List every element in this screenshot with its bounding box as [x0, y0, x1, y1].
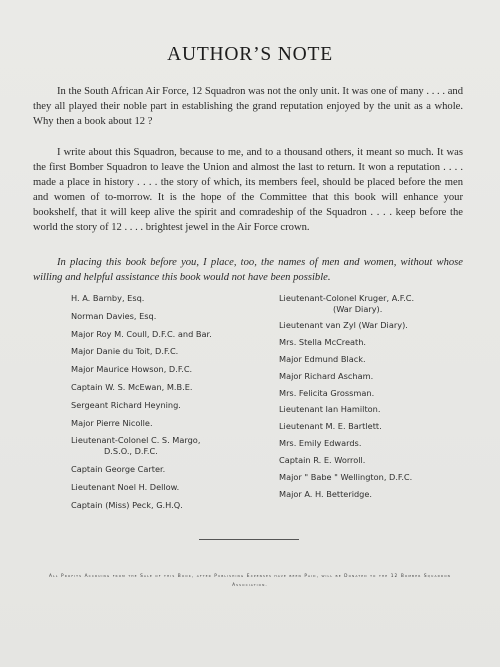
name-line-continued: (War Diary).: [333, 304, 383, 314]
name-line: Major " Babe " Wellington, D.F.C.: [279, 472, 413, 483]
acknowledged-name: [279, 388, 479, 405]
name-line: Major Pierre Nicolle.: [71, 417, 153, 428]
acknowledged-name: [279, 371, 479, 388]
name-line: Major Richard Ascham.: [279, 370, 374, 381]
name-line-continued: D.S.O., D.F.C.: [104, 446, 158, 457]
acknowledged-name: [71, 364, 261, 382]
name-line: Lieutenant-Colonel Kruger, A.F.C.: [279, 293, 415, 303]
name-line: Mrs. Felicita Grossman.: [279, 387, 375, 398]
acknowledged-name: [71, 482, 261, 500]
name-line: Mrs. Emily Edwards.: [279, 438, 362, 449]
name-line: Major Edmund Black.: [279, 353, 366, 364]
intro-paragraph: In the South African Air Force, 12 Squadron was not the only unit. It was one of many . . . . and they all played their noble part in establishing the grand reputation enjoyed by the unit as a whole. Why then a book about 12 ?: [33, 86, 463, 127]
name-line: Lieutenant-Colonel C. S. Margo,: [71, 435, 201, 446]
acknowledged-name: [279, 438, 479, 455]
acknowledged-name: [279, 404, 479, 421]
name-line: Sergeant Richard Heyning.: [71, 399, 181, 410]
acknowledged-name: [71, 293, 261, 311]
acknowledged-name: [71, 464, 261, 482]
name-line: Mrs. Stella McCreath.: [279, 336, 367, 347]
acknowledged-name: [71, 500, 261, 518]
acknowledged-name: [71, 435, 261, 464]
name-line: Captain George Carter.: [71, 464, 166, 475]
acknowledged-name: [71, 329, 261, 347]
acknowledged-name: [279, 354, 479, 371]
name-line: Lieutenant Ian Hamilton.: [279, 404, 381, 415]
acknowledgement-list-right: [279, 293, 479, 506]
name-line: Captain R. E. Worroll.: [279, 455, 366, 466]
name-line: Major Danie du Toit, D.F.C.: [71, 346, 179, 357]
acknowledged-name: [279, 293, 479, 320]
acknowledged-name: [71, 382, 261, 400]
profits-footnote: All Profits Accruing from the Sale of this Book, after Publishing Expenses have been Paid, will be Donated to the 12 Bomber Squadron Association.: [48, 574, 451, 588]
body-paragraph: I write about this Squadron, because to me, and to a thousand others, it meant so much. It was the first Bomber Squadron to leave the Union and almost the last to return. It won a reputation . . . . made a place in history . . . . the story of which, its members feel, should be placed before the men and women of to-morrow. It is the hope of the Committee that this book will enhance your bookshelf, that it will keep alive the spirit and comradeship of the Squadron . . . . keep before the world the story of 12 . . . . brightest jewel in the Air Force crown.: [33, 147, 463, 233]
acknowledged-name: [279, 455, 479, 472]
acknowledged-name: [279, 320, 479, 337]
acknowledged-name: [71, 400, 261, 418]
divider-rule: [199, 539, 299, 540]
name-line: Major Maurice Howson, D.F.C.: [71, 364, 193, 375]
acknowledged-name: [71, 346, 261, 364]
acknowledgement-paragraph: In placing this book before you, I place, too, the names of men and women, without whose willing and helpful assistance this book would not have been possible.: [33, 257, 463, 283]
name-line: Lieutenant van Zyl (War Diary).: [279, 320, 408, 330]
name-line: Captain W. S. McEwan, M.B.E.: [71, 381, 193, 392]
acknowledgement-list-left: [71, 293, 261, 518]
acknowledged-name: [71, 418, 261, 436]
name-line: Lieutenant Noel H. Dellow.: [71, 482, 180, 493]
name-line: Norman Davies, Esq.: [71, 310, 157, 321]
name-line: Captain (Miss) Peck, G.H.Q.: [71, 499, 183, 510]
name-line: H. A. Barnby, Esq.: [71, 293, 145, 303]
name-line: Major Roy M. Coull, D.F.C. and Bar.: [71, 328, 212, 339]
acknowledged-name: [71, 311, 261, 329]
page-title: AUTHOR’S NOTE: [167, 44, 333, 65]
name-line: Lieutenant M. E. Bartlett.: [279, 421, 382, 432]
acknowledged-name: [279, 489, 479, 506]
acknowledged-name: [279, 421, 479, 438]
acknowledged-name: [279, 337, 479, 354]
acknowledged-name: [279, 472, 479, 489]
name-line: Major A. H. Betteridge.: [279, 488, 373, 499]
